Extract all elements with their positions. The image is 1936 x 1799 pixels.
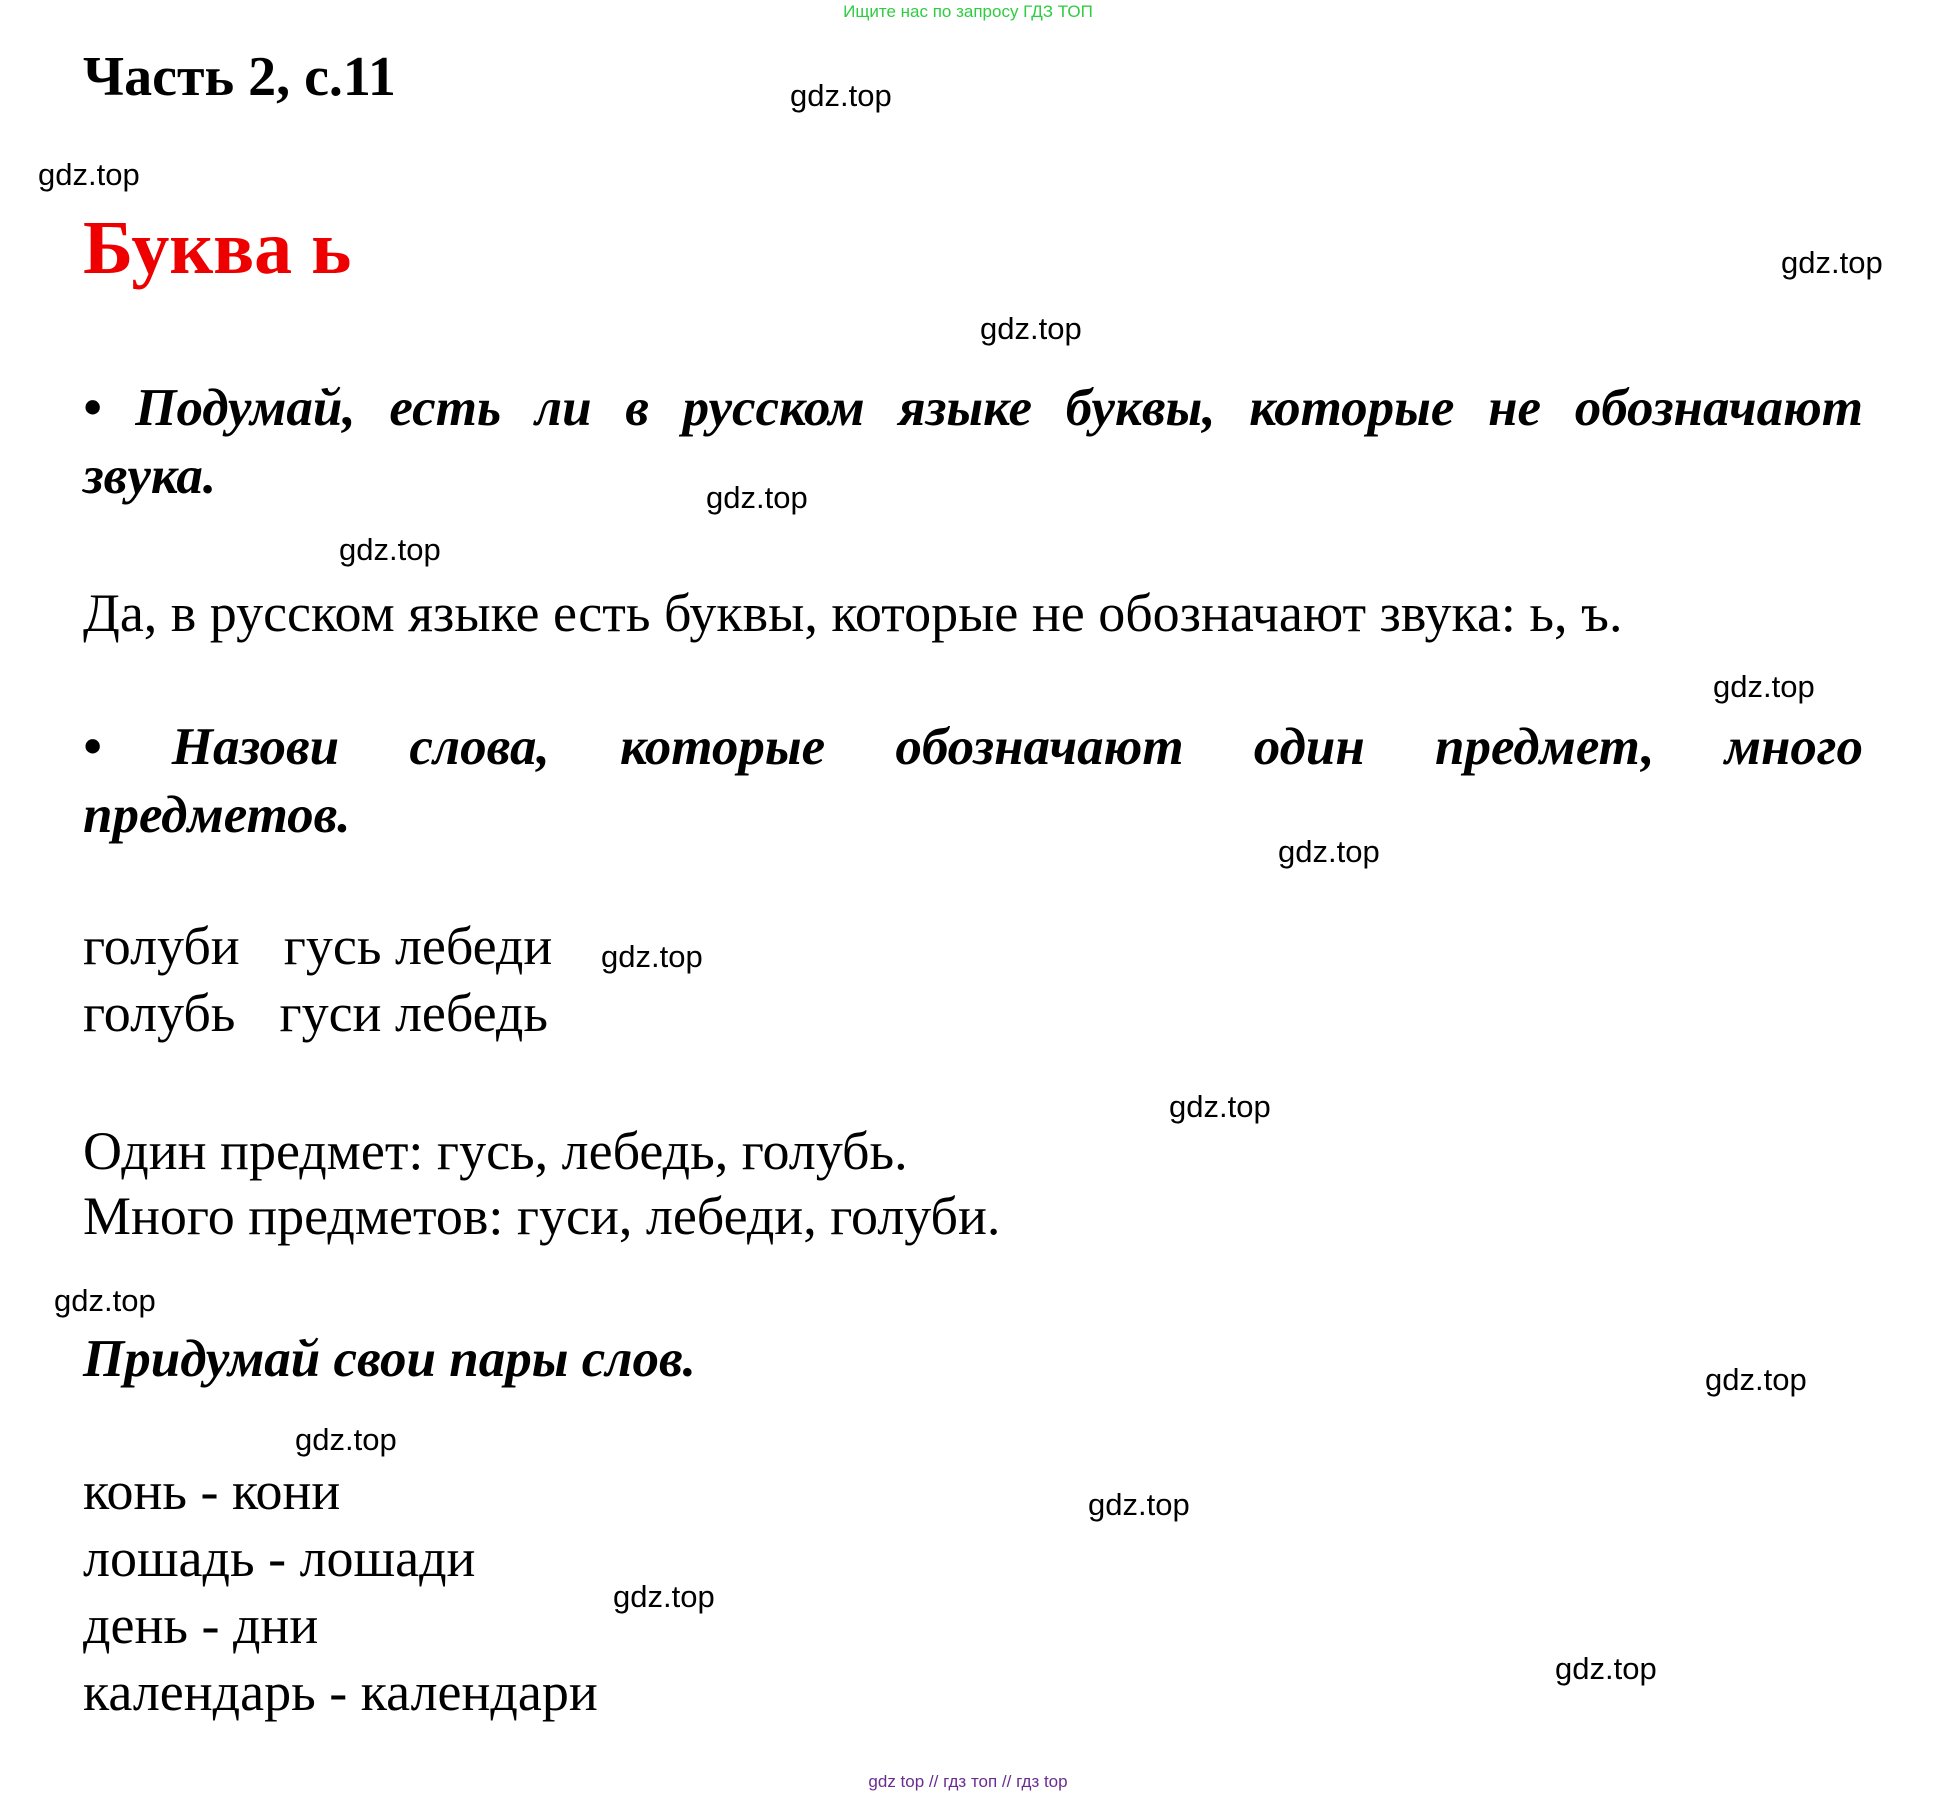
word: гусь — [283, 916, 382, 976]
word: голуби — [83, 916, 240, 976]
task-1-line-2: звука. — [83, 447, 217, 505]
word: гуси — [279, 983, 382, 1043]
words-row-singular-mixed — [83, 982, 548, 1044]
task-2-line-1: • Назови слова, которые обозначают один предмет, много — [83, 718, 1863, 776]
footer-links: gdz top // гдз топ // гдз top — [868, 1772, 1068, 1791]
word: лебедь — [394, 983, 548, 1043]
watermark: gdz.top — [613, 1579, 715, 1614]
watermark: gdz.top — [601, 939, 703, 974]
word: голубь — [83, 983, 236, 1043]
watermark: gdz.top — [339, 532, 441, 567]
summary-one-object: Один предмет: гусь, лебедь, голубь. — [83, 1121, 908, 1181]
word-pair: календарь - календари — [83, 1662, 598, 1722]
task-question-1 — [83, 374, 1863, 510]
summary-many-objects: Много предметов: гуси, лебеди, голуби. — [83, 1186, 1001, 1246]
watermark: gdz.top — [1088, 1487, 1190, 1522]
watermark: gdz.top — [1278, 834, 1380, 869]
watermark: gdz.top — [54, 1283, 156, 1318]
word: лебеди — [394, 916, 553, 976]
watermark: gdz.top — [1555, 1651, 1657, 1686]
watermark: gdz.top — [790, 78, 892, 113]
watermark: gdz.top — [38, 157, 140, 192]
task-2-line-2: предметов. — [83, 786, 351, 844]
letter-title: Буква ь — [83, 206, 352, 290]
watermark: gdz.top — [980, 311, 1082, 346]
page-heading: Часть 2, с.11 — [83, 46, 396, 108]
task-question-3: Придумай свои пары слов. — [83, 1330, 696, 1388]
answer-1: Да, в русском языке есть буквы, которые не обозначают звука: ь, ъ. — [83, 583, 1623, 643]
watermark: gdz.top — [1781, 245, 1883, 280]
watermark: gdz.top — [1705, 1362, 1807, 1397]
watermark: gdz.top — [706, 480, 808, 515]
words-row-plural-mixed — [83, 915, 552, 977]
task-1-line-1: • Подумай, есть ли в русском языке буквы, которые не обозначают — [83, 379, 1863, 437]
word-pair: лошадь - лошади — [83, 1528, 476, 1588]
word-pair: конь - кони — [83, 1461, 341, 1521]
word-pair: день - дни — [83, 1595, 319, 1655]
task-question-2 — [83, 713, 1863, 849]
top-banner: Ищите нас по запросу ГДЗ ТОП — [843, 2, 1093, 21]
watermark: gdz.top — [295, 1422, 397, 1457]
watermark: gdz.top — [1713, 669, 1815, 704]
watermark: gdz.top — [1169, 1089, 1271, 1124]
